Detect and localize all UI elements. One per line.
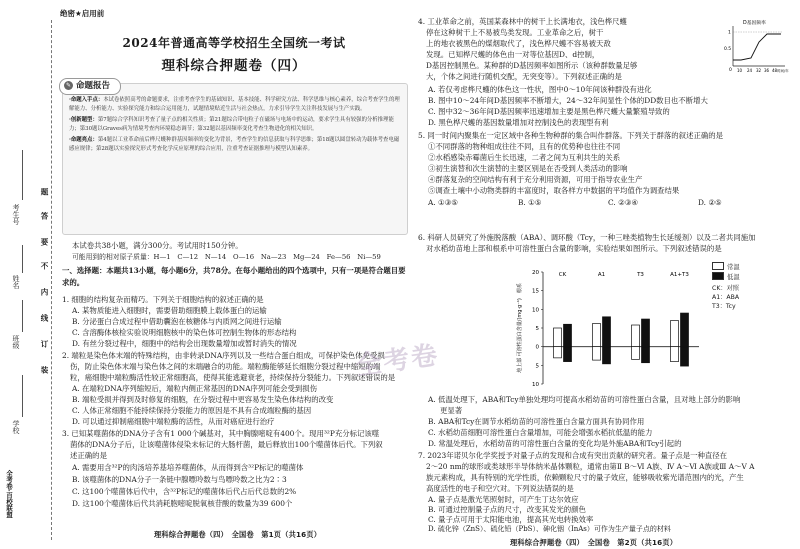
legend-label: 低温 [727,273,740,281]
margin-label-name: 姓名 [12,275,20,289]
q7-stem-line: 2～20 nm的球形或类球形半导体纳米晶体颗粒，通常由第Ⅱ B～Ⅵ A族、Ⅳ A～Ⅵ A族或Ⅲ A～Ⅴ A [426,462,755,471]
q5-item: ①不同群落的物种组成往往不同，且有的优势种也往往不同 [428,142,621,151]
q6-option-a[interactable]: A. 低温处理下，ABA和Tcy单独处理均可提高水稻幼苗的可溶性蛋白含量，且对地上部分的影响 [428,395,741,404]
chart-legend [712,262,740,311]
q3-option-b[interactable]: B. 该噬菌体的DNA分子一条链中腺嘌呤数与鸟嘌呤数之比为2∶3 [72,475,287,484]
school-line[interactable] [22,375,23,417]
mini-chart-ytick: 0.5 [724,47,732,52]
report-item-text: 第7题综合学科知识考查了量子点的相关性质；第21题综合带电粒子在磁场与电场中的运动，要求学生具有较强的分析推理能力；第30题以Graves病为情境考查内环境稳态调节；第32题以基因频率变化考查生物进化的相关知识。 [69,117,394,132]
page-footer-left: 理科综合押题卷（四） 全国卷 第1页（共16页） [154,530,322,539]
q5-choice-a[interactable]: A. ①③⑤ [428,198,458,207]
bar-aerial [632,325,640,347]
q6-option-b[interactable]: B. ABA和Tcy在调节水稻幼苗的可溶性蛋白含量方面具有协同作用 [428,417,645,426]
watermark: 全考卷 [353,340,442,382]
q7-option-d[interactable]: D. 硫化锌（ZnS）、硫化铅（PbS）、砷化铟（InAs）可作为生产量子点的材料 [428,525,671,533]
q4-stem-line: 上的地衣被黑色的煤烟取代了，浅色桦尺蠖不容易被天敌 [426,39,611,48]
margin-warning-1: 题 [40,188,49,197]
mini-chart-xtick: 24 [747,68,753,73]
bar-aerial [593,324,601,347]
bar-root [593,347,601,360]
bar-root [632,347,640,360]
q4-stem-line: 发现。已知桦尺蠖的体色由一对等位基因D、d控制， [426,50,600,59]
margin-label-class: 班级 [12,335,20,349]
mini-chart-xtick: 10 [737,68,743,73]
q6-stem-line: 对水稻幼苗地上部和根系中可溶性蛋白含量的影响，实验结果如图所示。下列叙述错误的是 [426,244,722,253]
q7-stem-line: 7. 2023年诺贝尔化学奖授予对量子点的发现和合成有突出贡献的研究者。量子点是一种直径在 [418,451,728,460]
q3-option-a[interactable]: A. 需要用含³²P的肉汤培养基培养噬菌体，从而得到含³²P标记的噬菌体 [72,463,304,472]
q2-option-d[interactable]: D. 可以通过抑制癌细胞中端粒酶的活性，从而对癌症进行治疗 [72,417,275,426]
q7-option-a[interactable]: A. 量子点是激光笔照射时，可产生丁达尔效应 [428,495,579,504]
bar-root [671,347,679,362]
legend-abbr: CK：对照 [712,285,739,292]
margin-warning-6: 线 [40,314,49,323]
gene-frequency-svg [721,18,787,74]
legend-abbr: T3：Tcy [712,302,736,310]
report-heading-text: 命题报告 [76,81,111,91]
cut-line [51,20,52,540]
q6-option-d[interactable]: D. 常温处理后，水稻幼苗的可溶性蛋白含量的变化均是外施ABA和Tcy引起的 [428,439,682,448]
q1-stem: 1. 细胞的结构复杂而精巧。下列关于细胞结构的叙述正确的是 [62,295,264,304]
legend-item-cold [712,272,740,282]
category-label: T3 [637,272,644,278]
y-axis-label: 地上部 可溶性蛋白含量/(mg·g⁻¹) 根系 [517,283,523,373]
mini-chart-xlabel: 时间/年 [777,69,789,73]
y-tick-label: 5 [535,363,539,370]
protein-bar-svg [515,262,705,392]
q1-option-b[interactable]: B. 分泌蛋白合成过程中借助囊泡在核糖体与内质网之间进行运输 [72,317,282,326]
q4-option-b[interactable]: B. 图中10～24年间D基因频率不断增大，24～32年间显性个体的DD数目也不断增大 [428,96,708,105]
q5-choice-d[interactable]: D. ②⑤ [698,198,722,207]
mini-chart-ylabel: D基因频率 [743,21,766,26]
bar-root [603,347,611,364]
q6-stem-line: 6. 科研人员研究了外施脱落酸（ABA）、调环酸（Tcy，一种三唑类植物生长延缓剂）以及二者共同施加 [418,233,756,242]
q5-item: ②水稻感染赤霉菌后生长迅速，二者之间为互利共生的关系 [428,153,621,162]
class-line[interactable] [22,300,23,332]
q5-item: ④群落复杂的空间结构有利于充分利用资源，可用于指导农业生产 [428,175,643,184]
intro-line-1: 本试卷共38小题，满分300分。考试用时150分钟。 [72,241,243,250]
margin-warning-3: 要 [40,238,49,247]
margin-warning-7: 订 [40,340,49,349]
bar-root [554,347,562,358]
report-item [69,136,402,153]
report-body [69,96,402,157]
y-tick-label: 15 [532,288,539,295]
q4-stem-line: 停在这种树干上不易被鸟类发现。工业革命之后，树干 [426,28,604,37]
protein-bar-chart [515,262,705,392]
margin-warning-4: 不 [40,262,49,271]
report-heading [59,78,121,95]
report-item-label: ·命题入手点： [69,97,104,103]
section-heading: 一、选择题：本题共13小题，每小题6分，共78分。在每小题给出的四个选项中，只有一项是符合题目要求的。 [62,266,406,287]
margin-warning-2: 答 [40,212,49,221]
report-item-text: 第4题以工业革命前后桦尺蠖种群基因频率的变化为背景，考查学生的信息获取与科学思维；第18题以圆盘转动为载体考查电磁感应规律；第28题以实验探究形式考查化学反应原理的综合应用，注重考查证据推理与模型认知素养。 [69,137,400,152]
margin-warning-8: 装 [40,366,49,375]
category-label: CK [558,272,567,278]
q6-option-a-cont: 更显著 [440,406,463,415]
q2-stem-line: 粒，癌细胞中端粒酶活性较正常细胞高，使得其能逃避衰老，持续保持分裂能力。下列叙述错误的是 [70,373,396,382]
mini-chart-line [733,34,781,60]
q6-option-c[interactable]: C. 水稻幼苗细胞可溶性蛋白含量增加，可能会增强水稻抗低温的能力 [428,428,653,437]
q4-stem-line: D基因控制黑色。某种群的D基因频率如图所示（该种群数量足够 [426,61,638,70]
exam-title: 2024年普通高等学校招生全国统一考试 [122,36,346,50]
q4-stem-line: 4. 工业革命之前，英国某森林中的树干上长满地衣，浅色桦尺蠖 [418,17,627,26]
exam-no-line[interactable] [22,150,23,200]
margin-label-school: 学校 [12,420,20,434]
side-banner: 全考卷·百校联盟 [5,470,13,518]
y-tick-label: 10 [532,382,539,388]
report-item [69,116,402,133]
q2-option-a[interactable]: A. 在端粒DNA序列缩短后，端粒内侧正常基因的DNA序列可能会受到损伤 [72,384,318,393]
q2-option-c[interactable]: C. 人体正常细胞不能持续保持分裂能力的原因是不具有合成端粒酶的基因 [72,406,312,415]
y-tick-label: 0 [535,344,539,351]
bar-root [564,347,572,362]
name-line[interactable] [22,245,23,273]
q5-stem: 5. 同一时间内聚集在一定区域中各种生物种群的集合叫作群落。下列关于群落的叙述正确的是 [418,131,724,140]
margin-warning-5: 内 [40,288,49,297]
legend-item-normal [712,262,740,272]
bar-aerial [564,324,572,346]
q1-option-d[interactable]: D. 有丝分裂过程中，细胞中的结构会出现数量增加或暂时消失的情况 [72,339,297,348]
q4-option-d[interactable]: D. 黑色桦尺蠖的基因数量增加对控制浅色的表现型有利 [428,118,609,127]
q5-choice-c[interactable]: C. ②③④ [608,198,638,207]
report-icon: ✎ [65,82,72,89]
q1-option-c[interactable]: C. 含溶酶体核检实验说明细胞核中的染色体可控制生物体的形态结构 [72,328,297,337]
report-item-label: ·创新题型： [69,117,98,124]
q4-stem-line: 大，个体之间进行随机交配，无突变等）。下列叙述正确的是 [426,72,622,81]
q2-stem-line: 2. 端粒是染色体末端的特殊结构，由非转录DNA序列以及一些结合蛋白组成，可保护染色体免受损 [62,351,385,360]
intro-line-2: 可能用到的相对原子质量：H—1 C—12 N—14 O—16 Na—23 Mg—24 Fe—56 Ni—59 [72,253,381,261]
q4-option-c[interactable]: C. 图中32～36年间D基因频率迅速增加主要是黑色桦尺蠖大量繁殖导致的 [428,107,670,116]
q5-item: ③初生演替和次生演替的主要区别是在否受到人类活动的影响 [428,164,628,173]
bar-aerial [554,328,562,347]
proposition-report [62,83,408,235]
page-footer-right: 理科综合押题卷（四） 全国卷 第2页（共16页） [510,538,678,547]
bar-aerial [603,317,611,347]
category-label: A1+T3 [670,272,689,278]
q5-item: ⑤调查土壤中小动物类群的丰富度时，取各样方中数据的平均值作为调查结果 [428,186,680,195]
bar-aerial [671,321,679,347]
mini-chart-ytick: 0 [729,68,732,73]
q3-option-d[interactable]: D. 这100个噬菌体后代共消耗胞嘧啶脱氧核苷酸的数量为39 600个 [72,499,293,508]
q2-option-b[interactable]: B. 端粒受损并得到及时修复的细胞，在分裂过程中更容易发生染色体结构的改变 [72,395,334,404]
mini-chart-xtick: 32 [756,68,762,73]
q7-stem-line: 族元素构成，具有特别的光学性质，依赖颗粒尺寸的量子效应，能够吸收紫光谱范围内的光，产生 [426,473,744,482]
legend-swatch-white [712,262,724,270]
legend-swatch-black [712,272,724,280]
category-label: A1 [597,272,606,278]
mini-chart-ytick: 1 [728,30,731,36]
y-tick-label: 5 [535,326,539,332]
margin-label-exam-no: 考生号 [12,204,20,225]
q7-option-c[interactable]: C. 量子点可用于太阳能电池，提高其光电转换效率 [428,515,594,524]
bar-aerial [681,313,689,347]
q7-option-b[interactable]: B. 可通过控制量子点的尺寸，改变其发光的颜色 [428,505,586,514]
secret-label: 绝密★启用前 [60,9,105,18]
gene-frequency-chart [721,18,787,74]
q1-option-a[interactable]: A. 某物质能进入细胞时，需要借助细胞膜上载体蛋白的运输 [72,306,267,315]
exam-subtitle: 理科综合押题卷（四） [161,58,307,74]
y-tick-label: 10 [532,307,539,314]
q3-option-c[interactable]: C. 这100个噬菌体后代中，含³²P标记的噬菌体后代占后代总数的2% [72,487,297,496]
bar-root [642,347,650,363]
q5-choice-b[interactable]: B. ①⑤ [518,198,542,207]
report-item [69,96,402,113]
report-item-label: ·命题亮点： [69,137,98,144]
legend-abbr: A1：ABA [712,293,740,301]
q3-stem-line: 菌体的DNA分子后，让该噬菌体侵染未标记的大肠杆菌，最后释放出100个噬菌体后代。下列叙 [70,440,383,449]
q7-stem-line: 高度活性的电子和空穴对。下列说法错误的是 [426,484,574,493]
report-item-text: 本试卷依照高考的命题要求，注重考查学生的基础知识、基本技能、科学研究方法、科学思维与核心素养，综合考查学生的理解能力、分析能力、实验探究能力和综合运用能力，试题情境贴近生活与社会热点，力求引导学生关注科技发展与生产实践。 [69,97,400,112]
q3-stem-line: 3. 已知某噬菌体的DNA分子含有1 000个碱基对，其中胸腺嘧啶有400个。现用³²P充分标记该噬 [62,429,380,438]
legend-label: 常温 [727,263,740,271]
y-tick-label: 20 [532,270,539,276]
mini-chart-xtick: 48 [772,68,778,73]
q4-option-a[interactable]: A. 若仅考虑桦尺蠖的体色这一性状，图中0～10年间该种群没有进化 [428,85,652,94]
mini-chart-xtick: 36 [764,68,770,73]
q2-stem-line: 伤，防止染色体末端与染色体之间的末端融合的功能。端粒酶能够延长细胞分裂过程中缩短的端 [70,362,381,371]
bar-root [681,347,689,366]
bar-aerial [642,319,650,347]
q3-stem-line: 述正确的是 [70,451,107,460]
binding-margin [0,0,60,549]
